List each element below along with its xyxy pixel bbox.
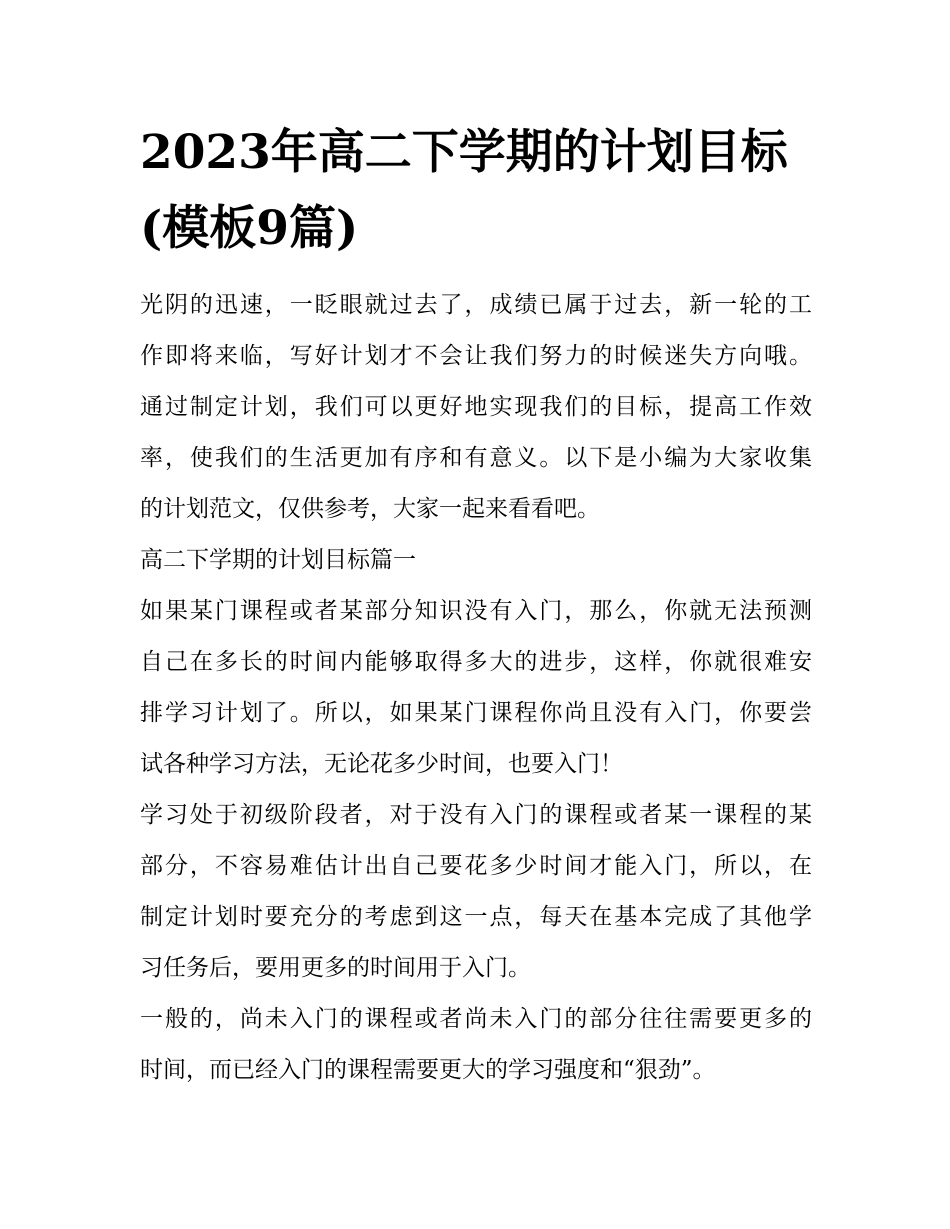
section-heading [140, 535, 812, 586]
text-line: 排学习计划了。所以，如果某门课程你尚且没有入门，你要尝 [140, 700, 812, 726]
document-page [140, 115, 812, 1096]
text-line: 作即将来临，写好计划才不会让我们努力的时候迷失方向哦。 [140, 343, 812, 369]
text-line: 习任务后，要用更多的时间用于入门。 [140, 955, 531, 981]
text-line: 自己在多长的时间内能够取得多大的进步，这样，你就很难安 [140, 649, 812, 675]
text-line: 学习处于初级阶段者，对于没有入门的课程或者某一课程的某 [140, 802, 812, 828]
body-paragraph [140, 586, 812, 790]
text-line: 如果某门课程或者某部分知识没有入门，那么，你就无法预测 [140, 598, 812, 624]
title-line: (模板9篇) [140, 201, 359, 256]
text-line: 的计划范文，仅供参考，大家一起来看看吧。 [140, 496, 600, 522]
text-line: 时间，而已经入门的课程需要更大的学习强度和“狠劲”。 [140, 1057, 716, 1083]
text-line: 制定计划时要充分的考虑到这一点，每天在基本完成了其他学 [140, 904, 812, 930]
body-paragraph [140, 790, 812, 994]
document-title [140, 115, 812, 267]
text-line: 一般的，尚未入门的课程或者尚未入门的部分往往需要更多的 [140, 1006, 812, 1032]
text-line: 高二下学期的计划目标篇一 [140, 547, 416, 573]
text-line: 试各种学习方法，无论花多少时间，也要入门！ [140, 751, 623, 777]
text-line: 率，使我们的生活更加有序和有意义。以下是小编为大家收集 [140, 445, 812, 471]
body-paragraph [140, 994, 812, 1096]
intro-paragraph [140, 280, 812, 535]
text-line: 部分，不容易难估计出自己要花多少时间才能入门，所以，在 [140, 853, 812, 879]
text-line: 通过制定计划，我们可以更好地实现我们的目标，提高工作效 [140, 394, 812, 420]
text-line: 光阴的迅速，一眨眼就过去了，成绩已属于过去，新一轮的工 [140, 292, 812, 318]
title-line: 2023年高二下学期的计划目标 [140, 125, 788, 180]
